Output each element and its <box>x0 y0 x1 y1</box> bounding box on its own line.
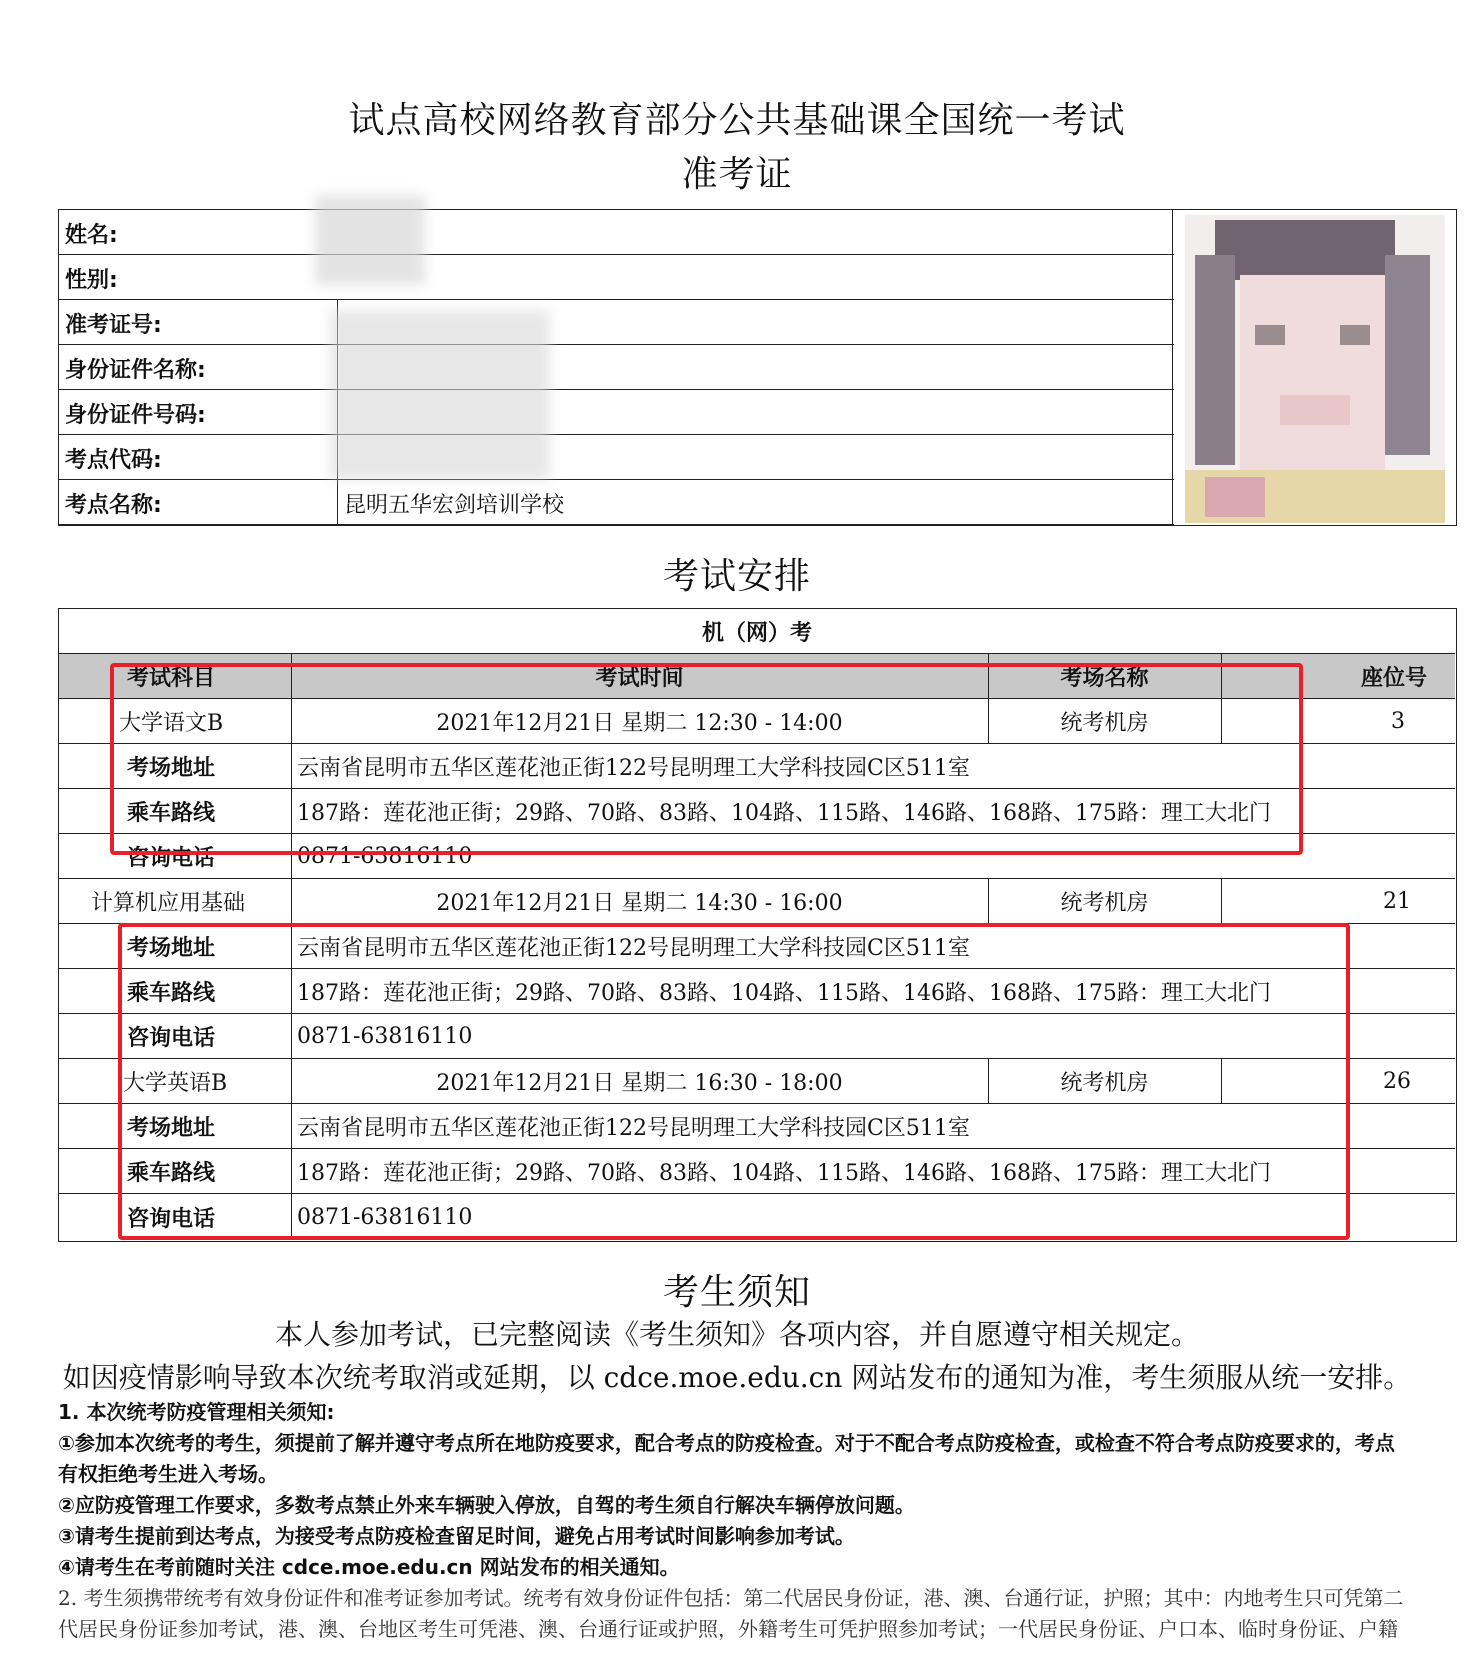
mode-label: 机（网）考 <box>701 620 812 646</box>
ticket-label: 准考证号: <box>65 313 162 338</box>
rule-1-d: ④请考生在考前随时关注 cdce.moe.edu.cn 网站发布的相关通知。 <box>58 1555 680 1579</box>
rule-1-c: ③请考生提前到达考点，为接受考点防疫检查留足时间，避免占用考试时间影响参加考试。 <box>58 1524 855 1548</box>
address-label: 考场地址 <box>127 1115 216 1141</box>
photo-pixelated-image <box>1185 215 1445 523</box>
highlight-box <box>110 663 1303 855</box>
redacted-details <box>330 310 550 480</box>
rule-2-line1: 2. 考生须携带统考有效身份证件和准考证参加考试。统考有效身份证件包括：第二代居民身份证，港、澳、台通行证，护照；其中：内地考生只可凭第二 <box>58 1586 1404 1610</box>
exam-time: 2021年12月21日 星期二 14:30 - 16:00 <box>436 890 843 916</box>
rule-1-title: 1. 本次统考防疫管理相关须知: <box>58 1400 335 1424</box>
exam-seat: 21 <box>1383 888 1411 914</box>
header-subject: 考试科目 <box>127 665 216 691</box>
info-row-gender <box>59 255 1174 300</box>
redacted-name <box>315 195 425 285</box>
exam-subject: 大学语文B <box>119 710 224 736</box>
address-label: 考场地址 <box>127 935 216 961</box>
info-row-site-code <box>59 435 1174 480</box>
address-value: 云南省昆明市五华区莲花池正街122号昆明理工大学科技园C区511室 <box>297 755 970 781</box>
phone-value: 0871-63816110 <box>297 843 473 869</box>
id-number-label: 身份证件号码: <box>65 403 206 428</box>
address-label: 考场地址 <box>127 755 216 781</box>
exam-time: 2021年12月21日 星期二 12:30 - 14:00 <box>436 710 843 736</box>
route-label: 乘车路线 <box>127 1160 216 1186</box>
info-row-ticket <box>59 300 1174 345</box>
notice-title: 考生须知 <box>662 1272 811 1313</box>
route-value: 187路：莲花池正街；29路、70路、83路、104路、115路、146路、168路、175路：理工大北门 <box>297 1160 1271 1186</box>
gender-label: 性别: <box>65 268 118 293</box>
phone-value: 0871-63816110 <box>297 1204 473 1230</box>
info-row-id-type <box>59 345 1174 390</box>
exam-room: 统考机房 <box>1060 710 1149 736</box>
photo-divider <box>1172 210 1173 525</box>
exam-room: 统考机房 <box>1060 890 1149 916</box>
exam-subject: 大学英语B <box>123 1070 228 1096</box>
rule-1-a-line2: 有权拒绝考生进入考场。 <box>58 1462 278 1486</box>
route-value: 187路：莲花池正街；29路、70路、83路、104路、115路、146路、168路、175路：理工大北门 <box>297 980 1271 1006</box>
phone-label: 咨询电话 <box>127 845 216 871</box>
exam-row <box>59 878 1455 923</box>
exam-time: 2021年12月21日 星期二 16:30 - 18:00 <box>436 1070 843 1096</box>
rule-1-b: ②应防疫管理工作要求，多数考点禁止外来车辆驶入停放，自驾的考生须自行解决车辆停放问题。 <box>58 1493 915 1517</box>
exam-room: 统考机房 <box>1060 1070 1149 1096</box>
route-value: 187路：莲花池正街；29路、70路、83路、104路、115路、146路、168路、175路：理工大北门 <box>297 800 1271 826</box>
rule-2-line2: 代居民身份证参加考试，港、澳、台地区考生可凭港、澳、台通行证或护照，外籍考生可凭护照参加考试；一代居民身份证、户口本、临时身份证、户籍 <box>58 1617 1398 1641</box>
name-label: 姓名: <box>65 223 118 248</box>
schedule-title: 考试安排 <box>662 556 811 597</box>
document-subtitle: 准考证 <box>681 154 793 195</box>
info-row-id-number <box>59 390 1174 435</box>
highlight-box <box>118 923 1350 1240</box>
rule-1-a-line1: ①参加本次统考的考生，须提前了解并遵守考点所在地防疫要求，配合考点的防疫检查。对于不配合考点防疫检查，或检查不符合考点防疫要求的，考点 <box>58 1431 1395 1455</box>
exam-seat: 26 <box>1383 1068 1411 1094</box>
document-title: 试点高校网络教育部分公共基础课全国统一考试 <box>348 100 1126 141</box>
notice-line-2: 如因疫情影响导致本次统考取消或延期，以 cdce.moe.edu.cn 网站发布的通知为准，考生须服从统一安排。 <box>62 1361 1412 1394</box>
candidate-photo <box>1185 215 1445 523</box>
info-row-site-name <box>59 480 1174 525</box>
exam-seat: 3 <box>1391 708 1405 734</box>
address-value: 云南省昆明市五华区莲花池正街122号昆明理工大学科技园C区511室 <box>297 935 970 961</box>
route-label: 乘车路线 <box>127 980 216 1006</box>
header-seat: 座位号 <box>1361 665 1428 691</box>
header-room: 考场名称 <box>1060 665 1149 691</box>
exam-subject: 计算机应用基础 <box>91 890 246 916</box>
notice-line-1: 本人参加考试，已完整阅读《考生须知》各项内容，并自愿遵守相关规定。 <box>274 1318 1199 1351</box>
header-time: 考试时间 <box>595 665 684 691</box>
mode-row <box>59 609 1455 653</box>
site-name-value: 昆明五华宏剑培训学校 <box>344 493 565 518</box>
phone-value: 0871-63816110 <box>297 1023 473 1049</box>
route-label: 乘车路线 <box>127 800 216 826</box>
address-value: 云南省昆明市五华区莲花池正街122号昆明理工大学科技园C区511室 <box>297 1115 970 1141</box>
info-row-name <box>59 210 1174 255</box>
id-type-label: 身份证件名称: <box>65 358 206 383</box>
phone-label: 咨询电话 <box>127 1025 216 1051</box>
phone-label: 咨询电话 <box>127 1206 216 1232</box>
site-code-label: 考点代码: <box>65 448 162 473</box>
site-name-label: 考点名称: <box>65 493 162 518</box>
